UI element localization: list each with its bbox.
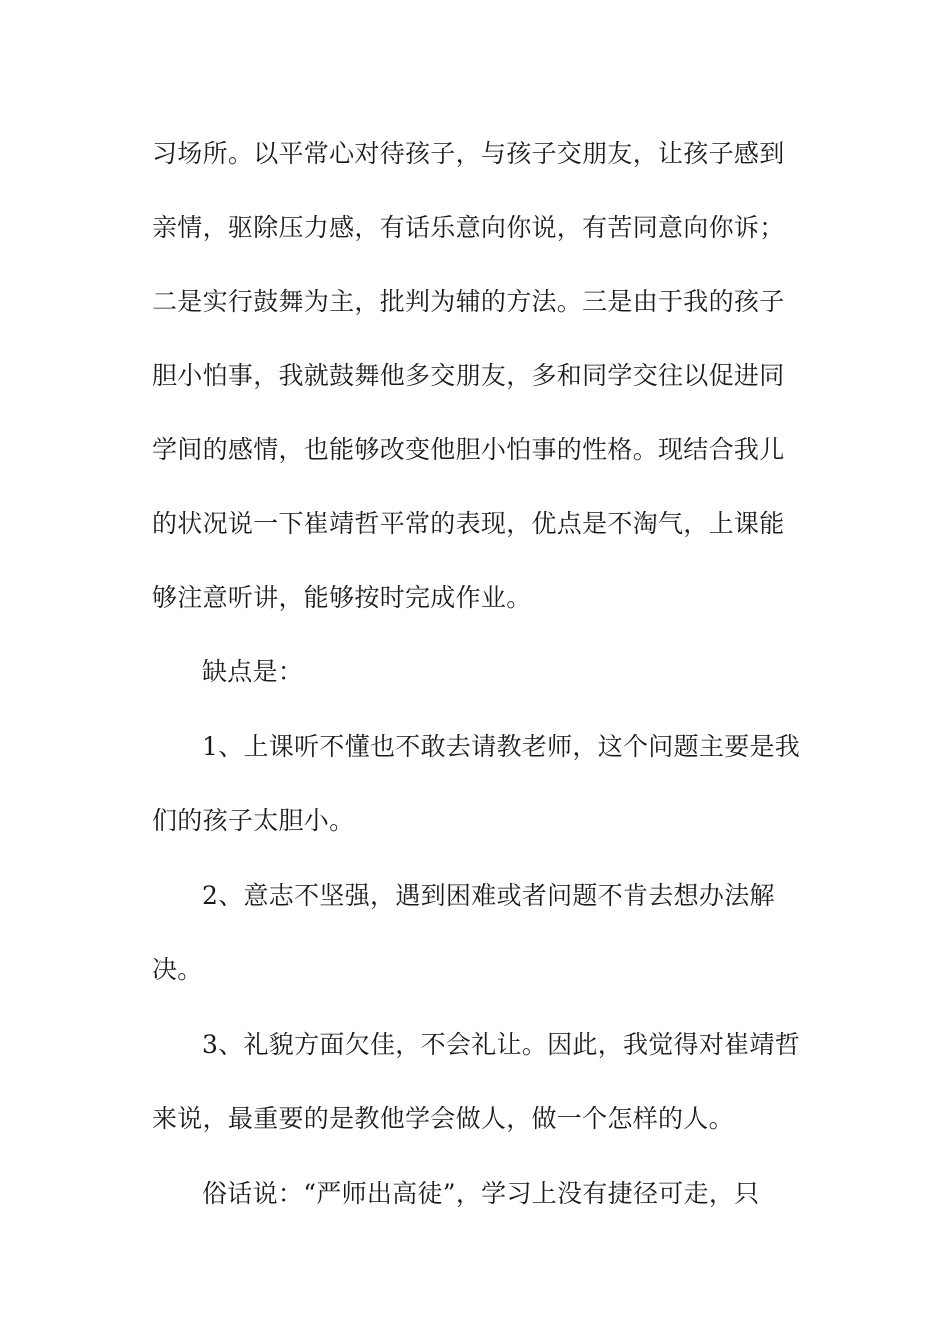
text-line: 学间的感情，也能够改变他胆小怕事的性格。现结合我儿 bbox=[152, 435, 785, 464]
text-line: 1、上课听不懂也不敢去请教老师，这个问题主要是我 bbox=[202, 732, 801, 761]
text-line: 俗话说：“严师出高徒”，学习上没有捷径可走，只 bbox=[202, 1179, 760, 1208]
text-line: 们的孩子太胆小。 bbox=[152, 806, 355, 835]
text-line: 亲情，驱除压力感，有话乐意向你说，有苦同意向你诉； bbox=[152, 213, 785, 242]
text-line: 够注意听讲，能够按时完成作业。 bbox=[152, 583, 532, 612]
text-line: 的状况说一下崔靖哲平常的表现，优点是不淘气，上课能 bbox=[152, 509, 785, 538]
text-line: 来说，最重要的是教他学会做人，做一个怎样的人。 bbox=[152, 1104, 734, 1133]
text-line: 习场所。以平常心对待孩子，与孩子交朋友，让孩子感到 bbox=[152, 139, 785, 168]
text-line: 二是实行鼓舞为主，批判为辅的方法。三是由于我的孩子 bbox=[152, 287, 785, 316]
text-line: 3、礼貌方面欠佳，不会礼让。因此，我觉得对崔靖哲 bbox=[202, 1030, 801, 1059]
text-line: 决。 bbox=[152, 955, 203, 984]
paragraph-heading: 缺点是： bbox=[202, 657, 304, 686]
text-line: 2、意志不坚强，遇到困难或者问题不肯去想办法解 bbox=[202, 881, 775, 910]
text-line: 胆小怕事，我就鼓舞他多交朋友，多和同学交往以促进同 bbox=[152, 361, 785, 390]
